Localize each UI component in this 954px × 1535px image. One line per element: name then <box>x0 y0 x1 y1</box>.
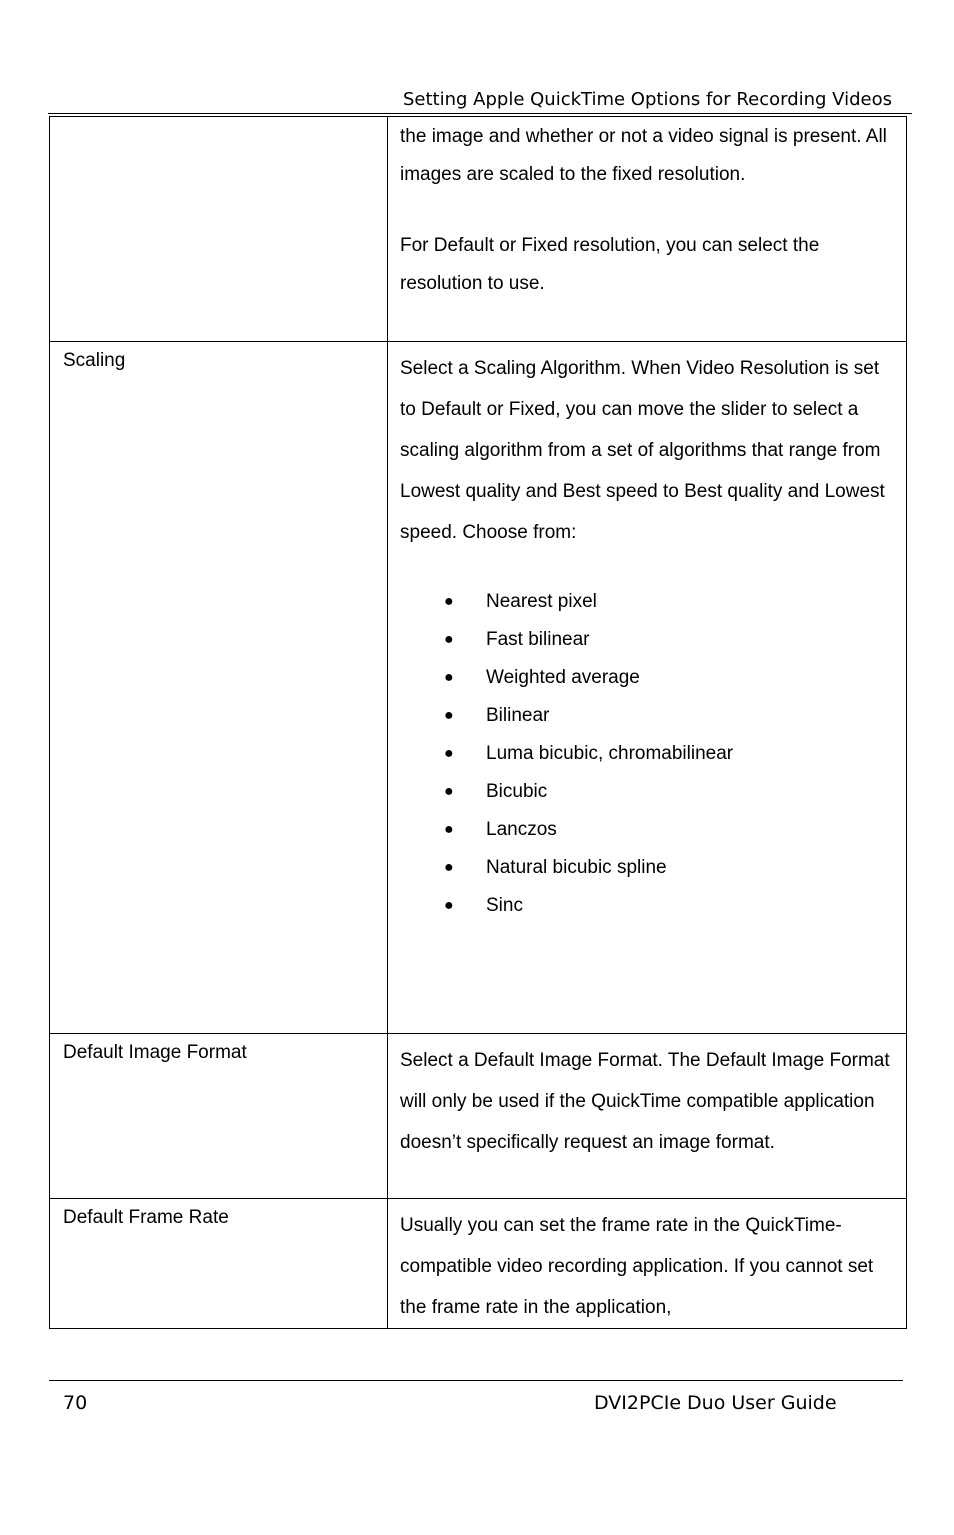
description-paragraph: Usually you can set the frame rate in the QuickTime-compatible video recording application. If you cannot set the frame rate in the application, <box>400 1215 874 1318</box>
setting-name-cell <box>50 1034 388 1199</box>
setting-name: Default Image Format <box>63 1042 247 1063</box>
table-row <box>50 117 907 342</box>
description-paragraph: the image and whether or not a video signal is present. All images are scaled to the fixed resolution. <box>400 126 887 185</box>
list-item: ● Weighted average <box>400 659 896 697</box>
bullet-icon: ● <box>444 707 454 724</box>
settings-table <box>49 116 907 1329</box>
bullet-icon: ● <box>444 631 454 648</box>
table-row <box>50 1199 907 1329</box>
bullet-icon: ● <box>444 821 454 838</box>
header-rule <box>48 113 912 114</box>
description-paragraph: Select a Scaling Algorithm. When Video Resolution is set to Default or Fixed, you can move the slider to select a scaling algorithm from a set of algorithms that range from Lowest quality and Best speed to Best quality and Lowest speed. Choose from: <box>400 358 885 543</box>
list-item: ● Bicubic <box>400 773 896 811</box>
setting-name-cell <box>50 117 388 342</box>
bullet-icon: ● <box>444 783 454 800</box>
setting-description-cell <box>388 342 907 1034</box>
document-title: DVI2PCIe Duo User Guide <box>594 1392 837 1414</box>
setting-description-cell <box>388 117 907 342</box>
bullet-icon: ● <box>444 593 454 610</box>
description-paragraph: For Default or Fixed resolution, you can select the resolution to use. <box>400 235 820 294</box>
bullet-icon: ● <box>444 669 454 686</box>
page-number: 70 <box>63 1392 88 1414</box>
setting-name-cell <box>50 1199 388 1329</box>
footer-rule <box>49 1380 903 1381</box>
running-header: Setting Apple QuickTime Options for Recording Videos <box>402 89 892 110</box>
setting-description-cell <box>388 1034 907 1199</box>
list-item: ● Lanczos <box>400 811 896 849</box>
setting-description-cell <box>388 1199 907 1329</box>
setting-name-cell <box>50 342 388 1034</box>
bullet-icon: ● <box>444 859 454 876</box>
list-item: ● Fast bilinear <box>400 621 896 659</box>
list-item: ● Nearest pixel <box>400 583 896 621</box>
bullet-icon: ● <box>444 897 454 914</box>
scaling-algorithm-list <box>400 583 896 925</box>
bullet-icon: ● <box>444 745 454 762</box>
list-item: ● Natural bicubic spline <box>400 849 896 887</box>
list-item: ● Luma bicubic, chromabilinear <box>400 735 896 773</box>
table-row <box>50 342 907 1034</box>
setting-name: Default Frame Rate <box>63 1207 229 1228</box>
table-row <box>50 1034 907 1199</box>
list-item: ● Bilinear <box>400 697 896 735</box>
list-item: ● Sinc <box>400 887 896 925</box>
setting-name: Scaling <box>63 350 126 371</box>
description-paragraph: Select a Default Image Format. The Default Image Format will only be used if the QuickTime compatible application doesn’t specifically request an image format. <box>400 1050 890 1153</box>
